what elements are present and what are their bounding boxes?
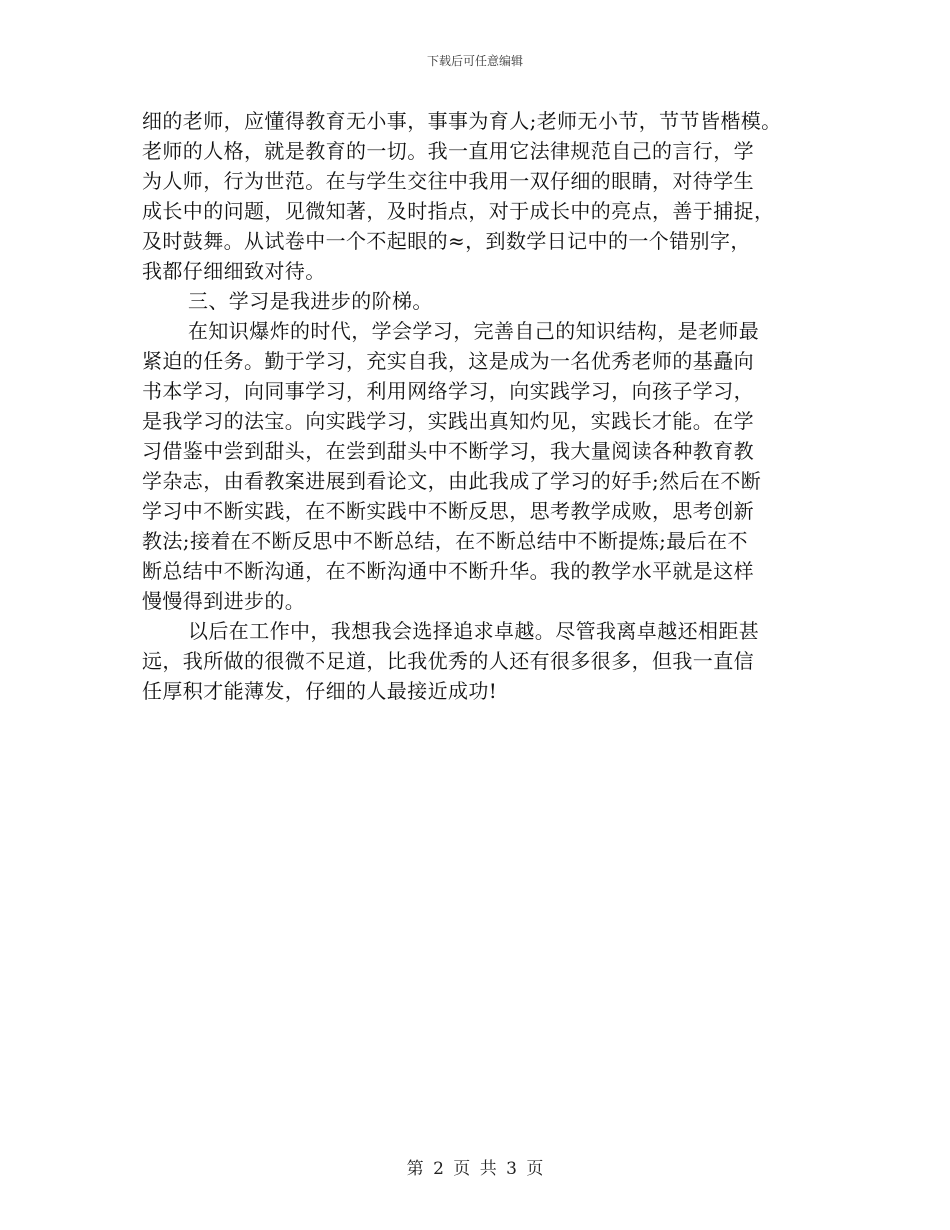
text-line: 书本学习，向同事学习，利用网络学习，向实践学习，向孩子学习， bbox=[142, 379, 754, 403]
text-line: 及时鼓舞。从试卷中一个不起眼的≈，到数学日记中的一个错别字， bbox=[142, 229, 751, 253]
text-line: 慢慢得到进步的。 bbox=[142, 589, 306, 613]
text-line: 紧迫的任务。勤于学习，充实自我，这是成为一名优秀老师的基矗向 bbox=[142, 349, 754, 373]
text-line: 学杂志，由看教案进展到看论文，由此我成了学习的好手;然后在不断 bbox=[142, 469, 762, 493]
text-line: 任厚积才能薄发，仔细的人最接近成功! bbox=[142, 679, 498, 703]
text-line: 远，我所做的很微不足道，比我优秀的人还有很多很多，但我一直信 bbox=[142, 649, 754, 673]
text-line: 老师的人格，就是教育的一切。我一直用它法律规范自己的言行，学 bbox=[142, 139, 754, 163]
text-line: 细的老师，应懂得教育无小事，事事为育人;老师无小节，节节皆楷模。 bbox=[142, 109, 782, 133]
text-line: 我都仔细细致对待。 bbox=[142, 259, 326, 283]
page-number: 第 2 页 共 3 页 bbox=[406, 1159, 544, 1179]
text-line: 成长中的问题，见微知著，及时指点，对于成长中的亮点，善于捕捉， bbox=[142, 199, 775, 223]
text-line: 为人师，行为世范。在与学生交往中我用一双仔细的眼睛，对待学生 bbox=[142, 169, 754, 193]
text-line: 在知识爆炸的时代，学会学习，完善自己的知识结构，是老师最 bbox=[188, 319, 760, 343]
text-line: 教法;接着在不断反思中不断总结，在不断总结中不断提炼;最后在不 bbox=[142, 529, 748, 553]
text-line: 习借鉴中尝到甜头，在尝到甜头中不断学习，我大量阅读各种教育教 bbox=[142, 439, 754, 463]
text-line: 以后在工作中，我想我会选择追求卓越。尽管我离卓越还相距甚 bbox=[188, 619, 760, 643]
page-header: 下载后可任意编辑 bbox=[426, 54, 523, 68]
text-line: 学习中不断实践，在不断实践中不断反思，思考教学成败，思考创新 bbox=[142, 499, 754, 523]
text-line: 断总结中不断沟通，在不断沟通中不断升华。我的教学水平就是这样 bbox=[142, 559, 754, 583]
document-body bbox=[142, 106, 832, 706]
text-line: 是我学习的法宝。向实践学习，实践出真知灼见，实践长才能。在学 bbox=[142, 409, 754, 433]
section-heading: 三、学习是我进步的阶梯。 bbox=[188, 289, 433, 313]
